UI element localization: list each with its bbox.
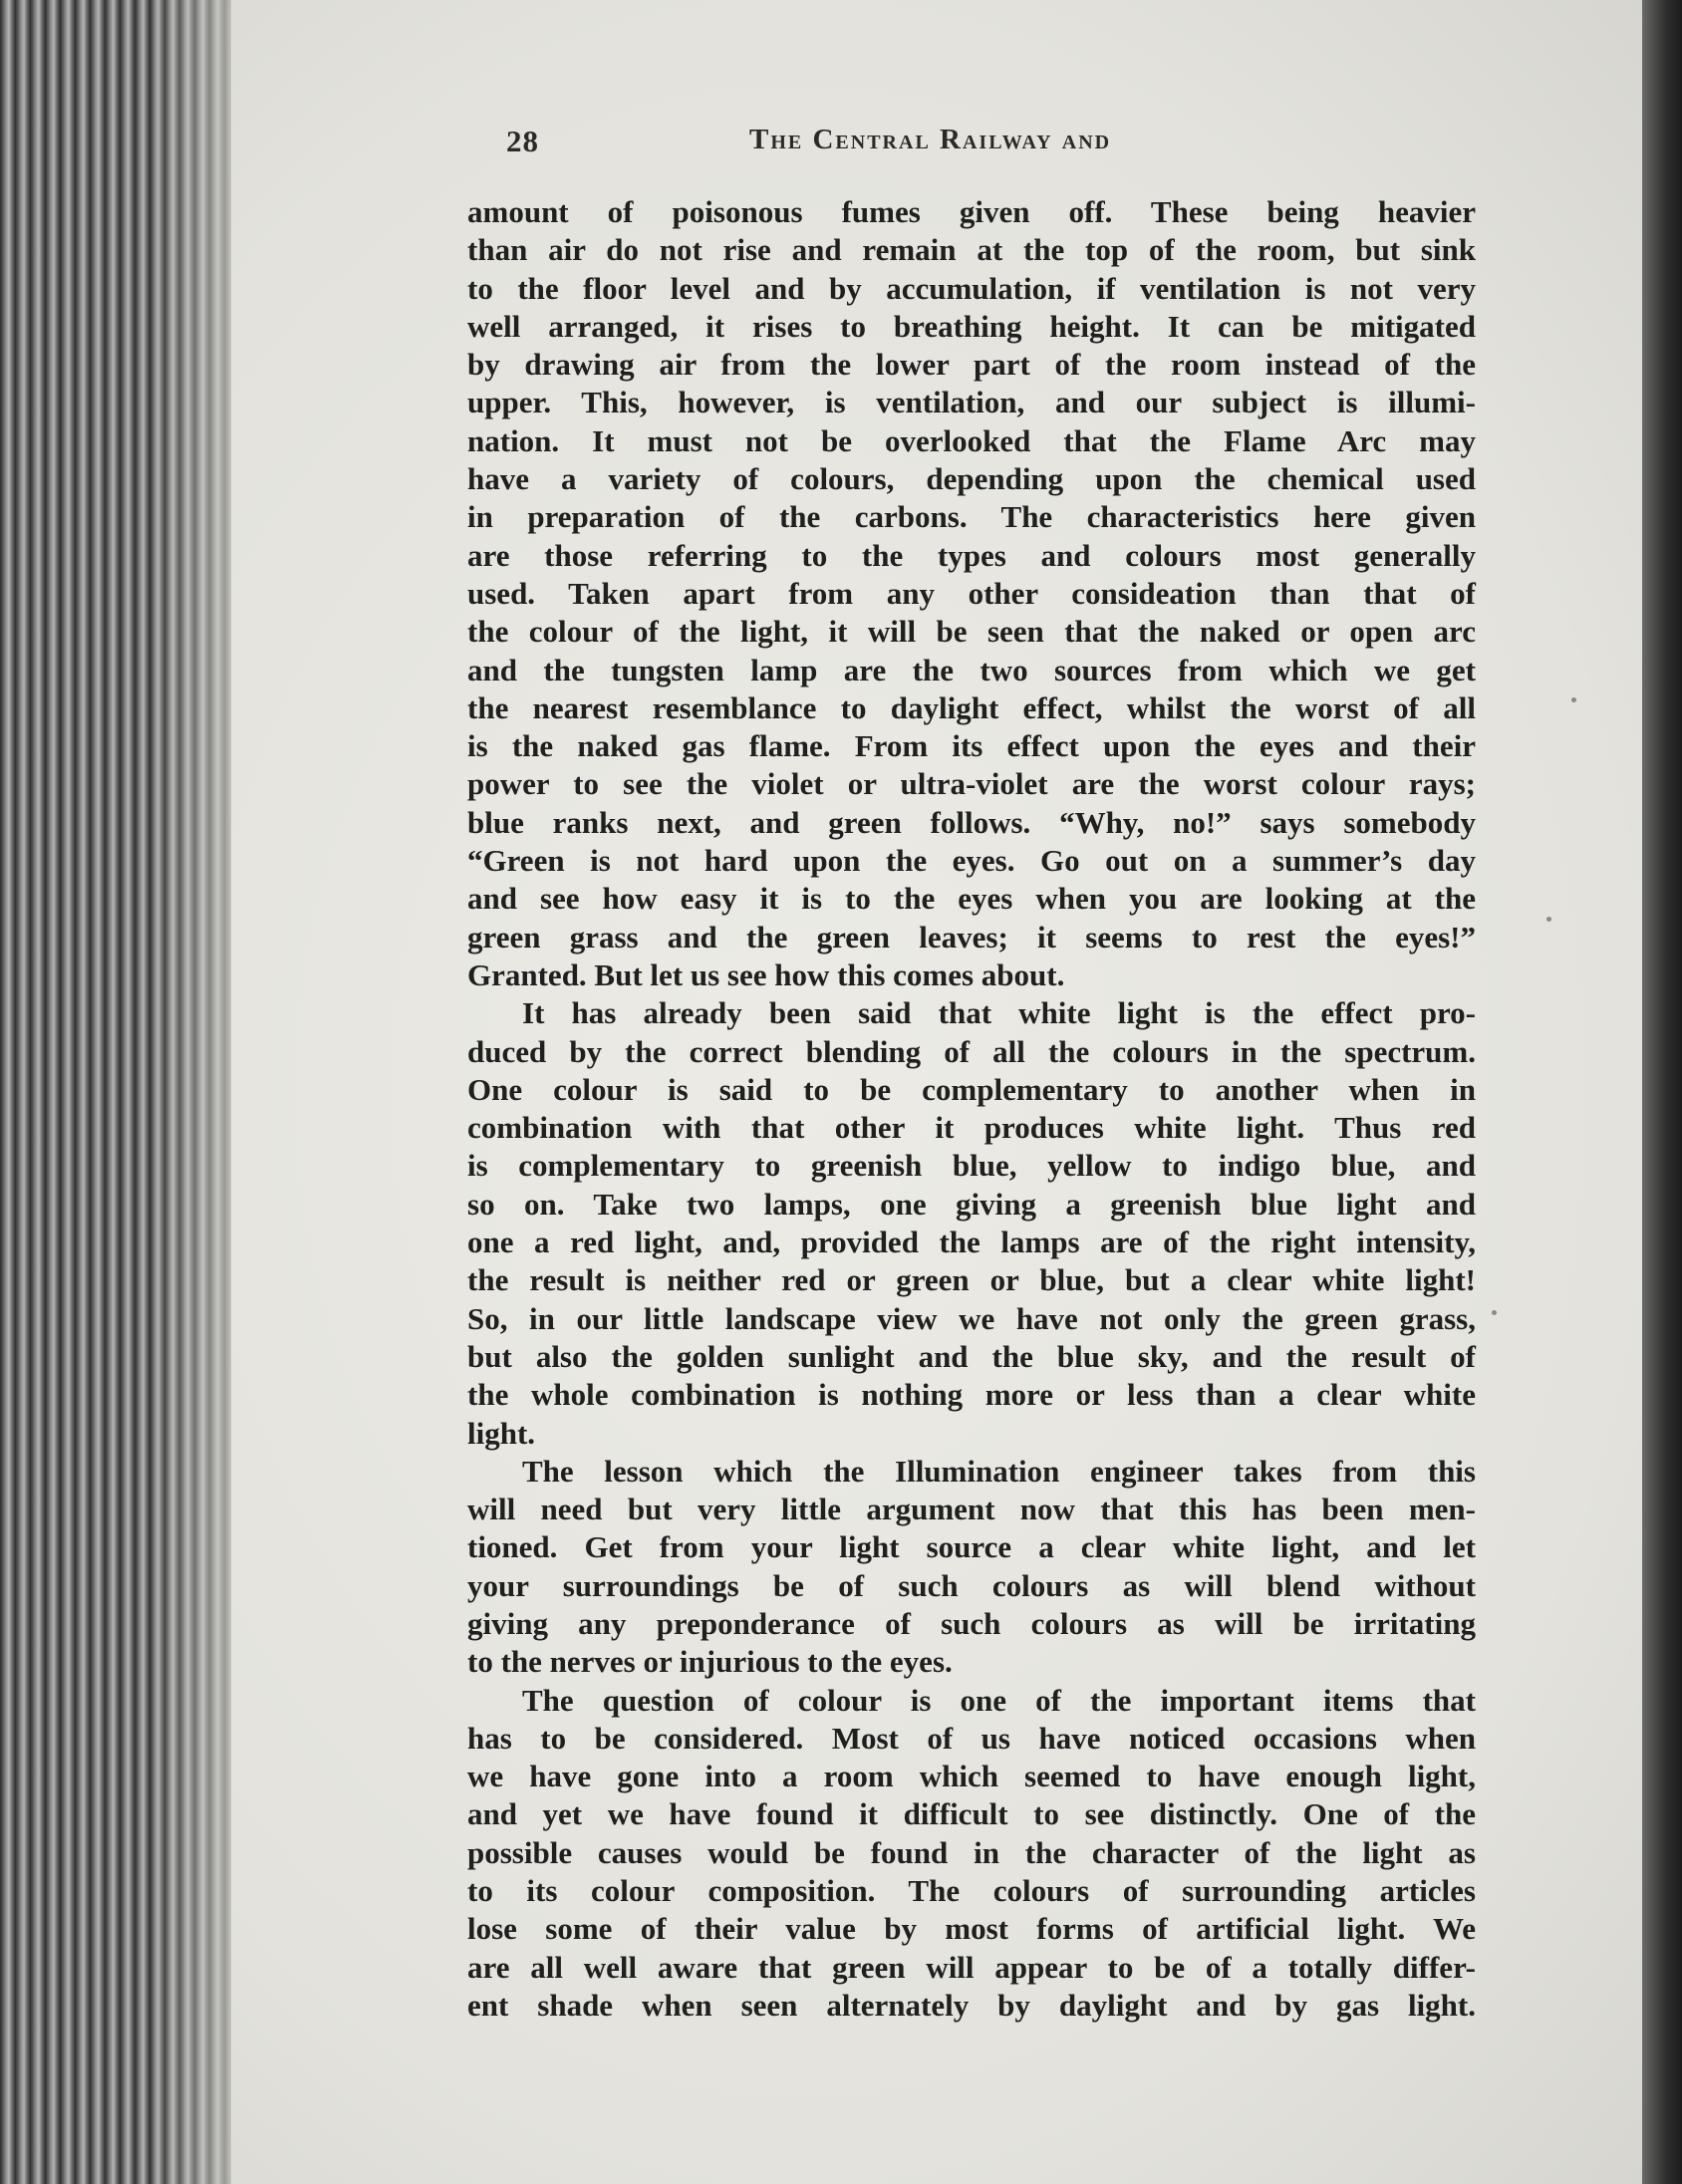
text-line: It has already been said that white light is the effect pro- — [522, 995, 1476, 1031]
text-line: we have gone into a room which seemed to have enough light, — [467, 1759, 1476, 1794]
text-line: to the nerves or injurious to the eyes. — [467, 1644, 953, 1680]
text-line: than air do not rise and remain at the top of the room, but sink — [467, 232, 1476, 268]
paper-speck — [1492, 1310, 1497, 1315]
text-line: one a red light, and, provided the lamps are of the right intensity, — [467, 1225, 1476, 1260]
text-line: The question of colour is one of the important items that — [522, 1682, 1476, 1718]
text-line: lose some of their value by most forms of artificial light. We — [467, 1911, 1476, 1947]
text-line: Granted. But let us see how this comes about. — [467, 956, 1065, 992]
text-line: is complementary to greenish blue, yellow to indigo blue, and — [467, 1148, 1476, 1184]
text-line: used. Taken apart from any other consideation than that of — [467, 575, 1476, 611]
text-line: combination with that other it produces white light. Thus red — [467, 1110, 1476, 1146]
text-line: tioned. Get from your light source a clear white light, and let — [467, 1529, 1476, 1565]
page-number: 28 — [506, 124, 539, 158]
text-line: has to be considered. Most of us have noticed occasions when — [467, 1720, 1476, 1756]
page-header — [506, 124, 1503, 173]
text-line: have a variety of colours, depending upon the chemical used — [467, 461, 1476, 497]
text-line: ent shade when seen alternately by daylight and by gas light. — [467, 1987, 1476, 2023]
text-line: amount of poisonous fumes given off. These being heavier — [467, 194, 1476, 229]
text-line: The lesson which the Illumination engineer takes from this — [522, 1453, 1476, 1489]
text-line: and see how easy it is to the eyes when you are looking at the — [467, 881, 1476, 917]
text-line: possible causes would be found in the character of the light as — [467, 1834, 1476, 1870]
text-line: so on. Take two lamps, one giving a greenish blue light and — [467, 1186, 1476, 1222]
text-line: in preparation of the carbons. The characteristics here given — [467, 499, 1476, 535]
text-line: your surroundings be of such colours as will blend without — [467, 1567, 1476, 1603]
text-line: duced by the correct blending of all the colours in the spectrum. — [467, 1033, 1476, 1069]
text-line: the whole combination is nothing more or less than a clear white — [467, 1377, 1476, 1413]
text-line: to the floor level and by accumulation, if ventilation is not very — [467, 270, 1476, 306]
running-title: The Central Railway and — [749, 124, 1112, 155]
text-line: power to see the violet or ultra-violet are the worst colour rays; — [467, 766, 1476, 802]
text-line: is the naked gas flame. From its effect upon the eyes and their — [467, 728, 1476, 764]
text-line: to its colour composition. The colours of surrounding articles — [467, 1873, 1476, 1909]
text-line: nation. It must not be overlooked that the Flame Arc may — [467, 422, 1476, 458]
text-line: So, in our little landscape view we have not only the green grass, — [467, 1300, 1476, 1336]
text-line: and yet we have found it difficult to see distinctly. One of the — [467, 1796, 1476, 1832]
text-line: are those referring to the types and colours most generally — [467, 537, 1476, 573]
text-line: and the tungsten lamp are the two sources from which we get — [467, 652, 1476, 687]
text-line: blue ranks next, and green follows. “Why, no!” says somebody — [467, 804, 1476, 840]
text-line: light. — [467, 1415, 536, 1451]
text-line: but also the golden sunlight and the blue sky, and the result of — [467, 1338, 1476, 1374]
text-line: by drawing air from the lower part of the room instead of the — [467, 347, 1476, 383]
paper-speck — [1571, 697, 1576, 702]
text-line: One colour is said to be complementary to another when in — [467, 1071, 1476, 1107]
paper-speck — [1546, 917, 1551, 922]
body-text — [467, 193, 1476, 2025]
text-line: the result is neither red or green or blue, but a clear white light! — [467, 1262, 1476, 1298]
text-line: well arranged, it rises to breathing height. It can be mitigated — [467, 308, 1476, 344]
text-line: upper. This, however, is ventilation, and our subject is illumi- — [467, 385, 1476, 420]
text-line: green grass and the green leaves; it seems to rest the eyes!” — [467, 919, 1476, 955]
text-line: the colour of the light, it will be seen that the naked or open arc — [467, 614, 1476, 650]
text-line: “Green is not hard upon the eyes. Go out on a summer’s day — [467, 843, 1476, 879]
text-line: are all well aware that green will appear to be of a totally differ- — [467, 1949, 1476, 1985]
book-gutter — [1642, 0, 1682, 2184]
text-line: giving any preponderance of such colours as will be irritating — [467, 1605, 1476, 1641]
text-line: the nearest resemblance to daylight effect, whilst the worst of all — [467, 689, 1476, 725]
text-line: will need but very little argument now that this has been men- — [467, 1492, 1476, 1527]
